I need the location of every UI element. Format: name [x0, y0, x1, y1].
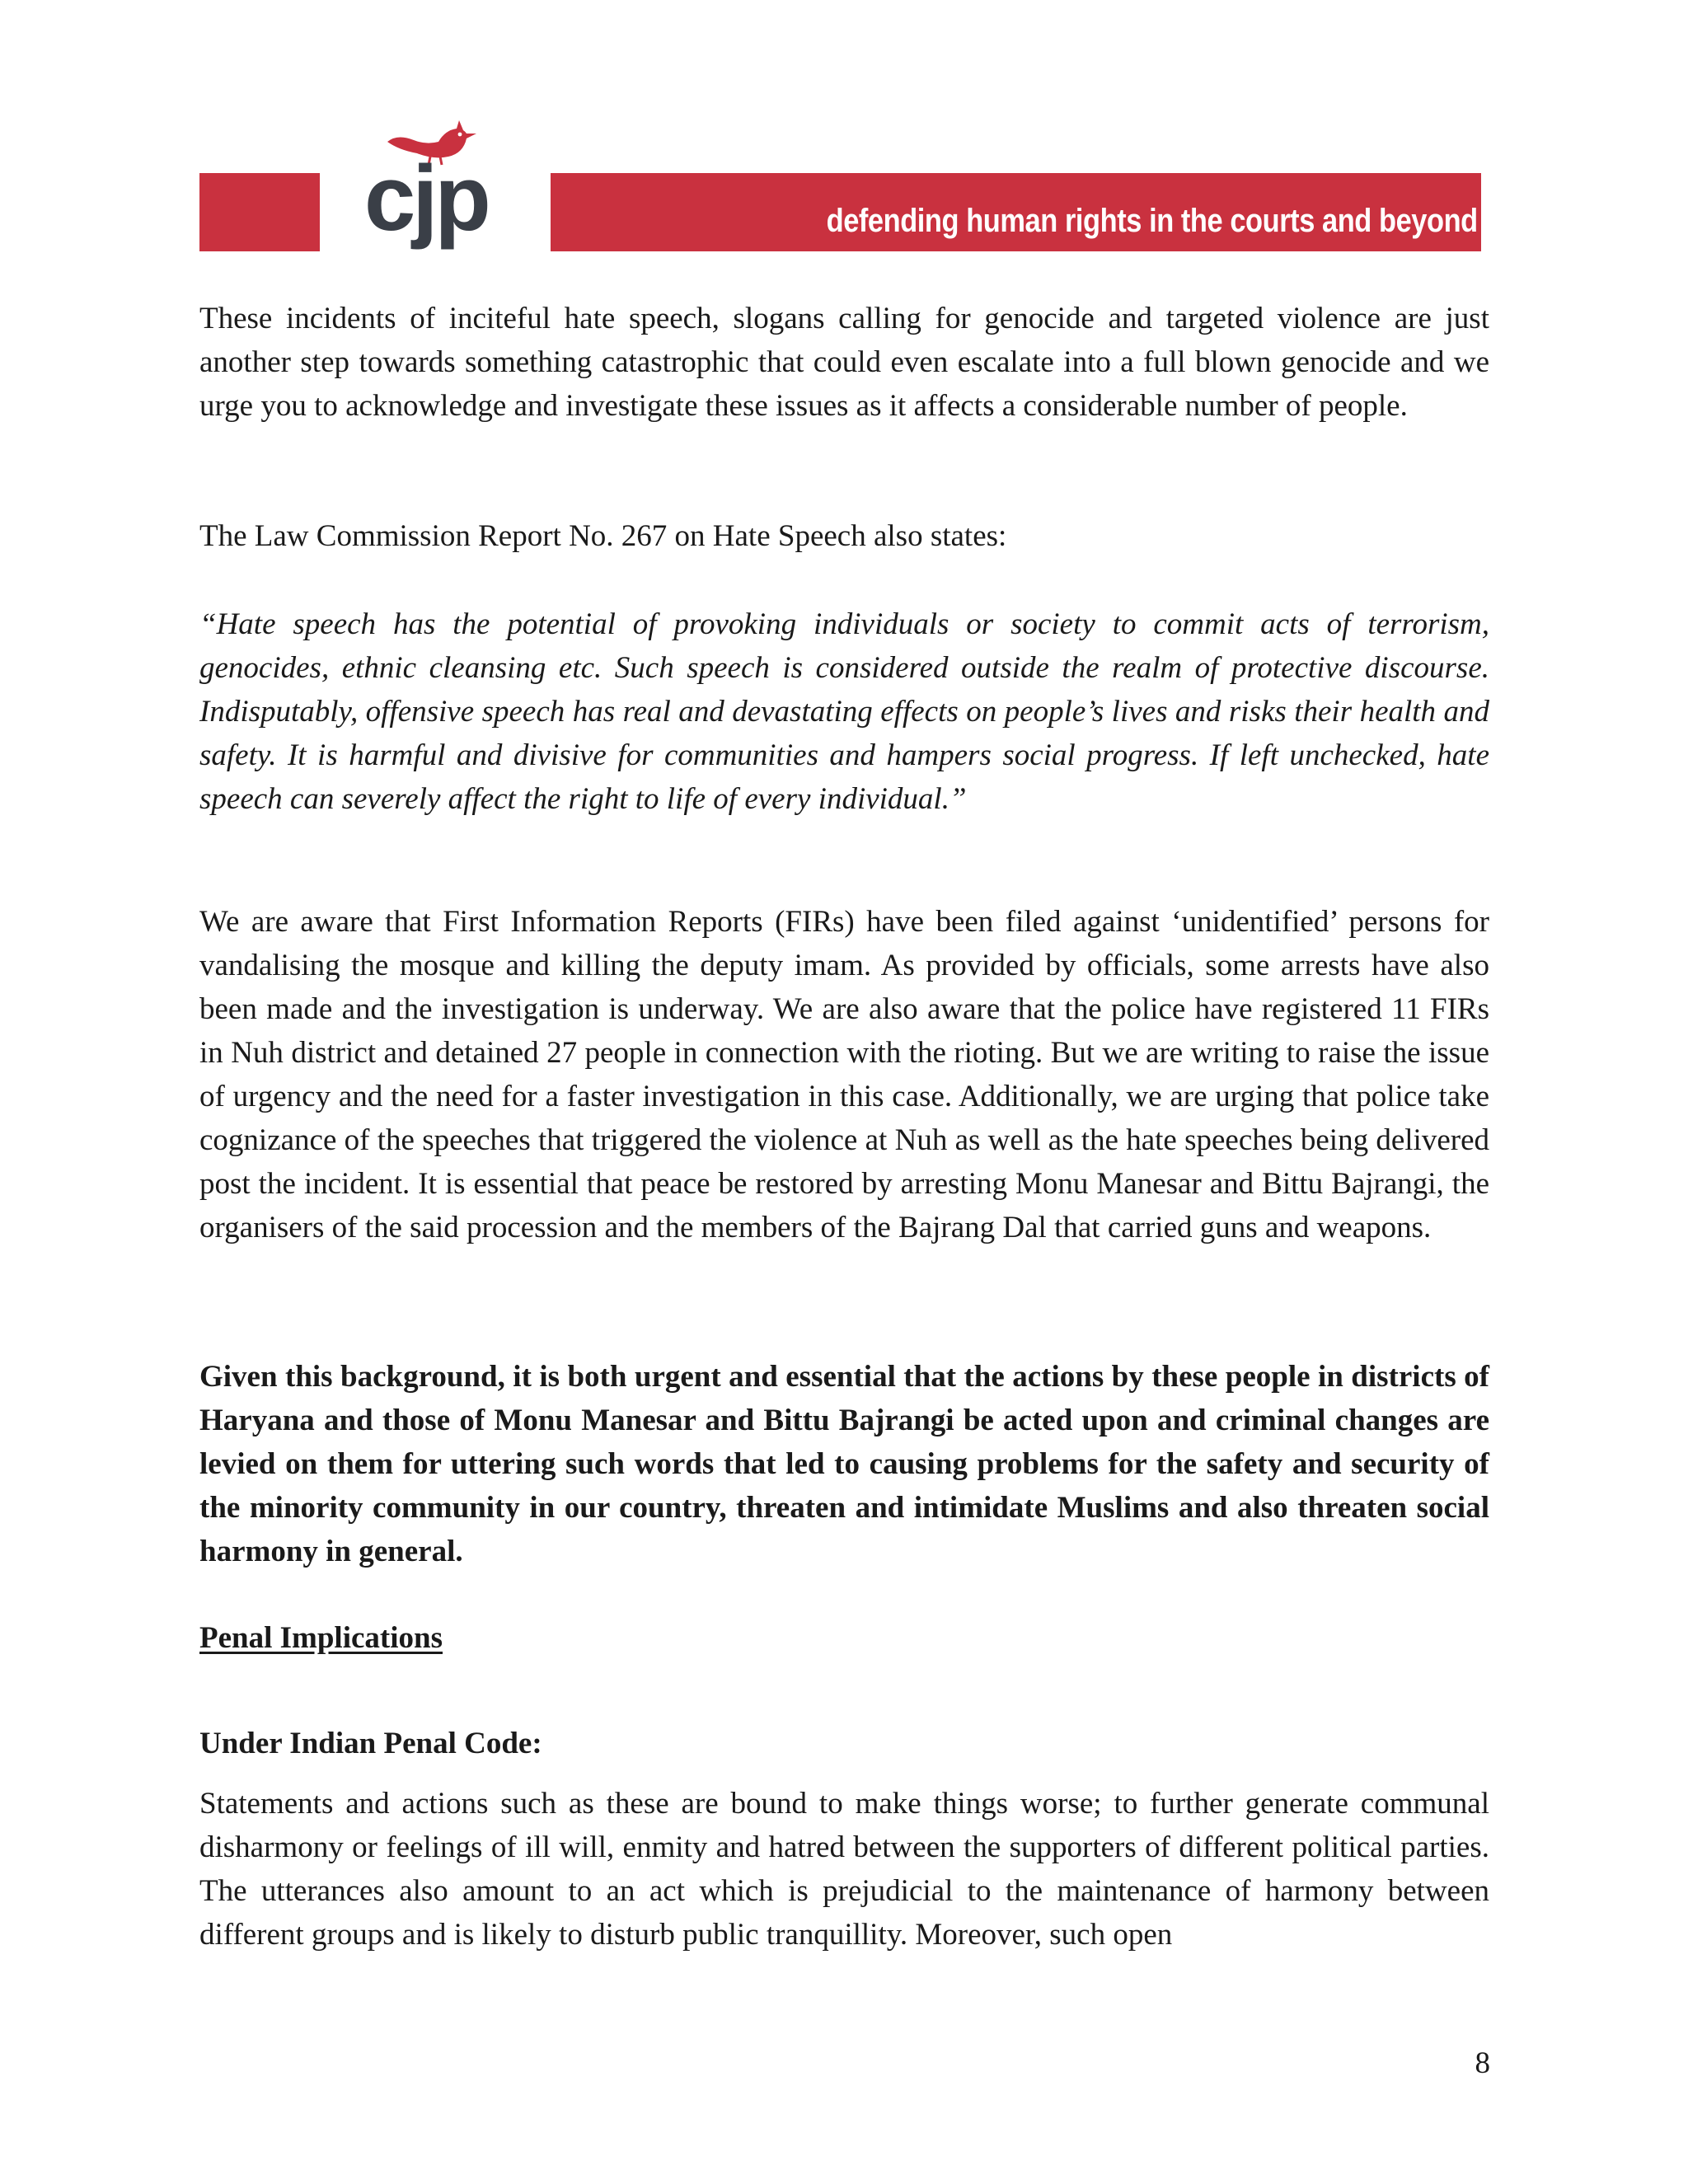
paragraph-statements-actions: Statements and actions such as these are bound to make things worse; to further generate communal disharmony or feelings of ill will, enmity and hatred between the supporters of different political parties. The utterances also amount to an act which is prejudicial to the maintenance of harmony between different groups and is likely to disturb public tranquillity. Moreover, such open: [199, 1787, 1489, 1952]
paragraph-law-commission-intro: The Law Commission Report No. 267 on Hate Speech also states:: [199, 519, 1007, 553]
paragraph-urgent-demand: Given this background, it is both urgent and essential that the actions by these people in districts of Haryana and those of Monu Manesar and Bittu Bajrangi be acted upon and criminal changes are levied on them for uttering such words that led to causing problems for the safety and security of the minority community in our country, threaten and intimidate Muslims and also threaten social harmony in general.: [199, 1360, 1489, 1568]
law-commission-quote: “Hate speech has the potential of provoking individuals or society to commit acts of terrorism, genocides, ethnic cleansing etc. Such speech is considered outside the realm of protective discourse. Indisputably, offensive speech has real and devastating effects on people’s lives and risks their health and safety. It is harmful and divisive for communities and hampers social progress. If left unchecked, hate speech can severely affect the right to life of every individual.”: [199, 607, 1489, 816]
cjp-logo: [364, 120, 529, 255]
tagline: defending human rights in the courts and beyond: [826, 203, 1478, 239]
logo-wordmark: cjp: [364, 147, 488, 250]
banner-bar-left: [199, 173, 320, 251]
paragraph-fir-status: We are aware that First Information Reports (FIRs) have been filed against ‘unidentified’ persons for vandalising the mosque and killing the deputy imam. As provided by officials, some arrests have also been made and the investigation is underway. We are also aware that the police have registered 11 FIRs in Nuh district and detained 27 people in connection with the rioting. But we are writing to raise the issue of urgency and the need for a faster investigation in this case. Additionally, we are urging that police take cognizance of the speeches that triggered the violence at Nuh as well as the hate speeches being delivered post the incident. It is essential that peace be restored by arresting Monu Manesar and Bittu Bajrangi, the organisers of the said procession and the members of the Bajrang Dal that carried guns and weapons.: [199, 905, 1489, 1244]
banner-bar-right: [551, 173, 1481, 251]
heading-penal-implications: Penal Implications: [199, 1621, 443, 1655]
page-number: 8: [1475, 2046, 1490, 2080]
paragraph-hate-speech-escalation: These incidents of inciteful hate speech, slogans calling for genocide and targeted violence are just another step towards something catastrophic that could even escalate into a full blown genocide and we urge you to acknowledge and investigate these issues as it affects a considerable number of people.: [199, 302, 1489, 423]
heading-indian-penal-code: Under Indian Penal Code:: [199, 1727, 542, 1760]
header-banner: [199, 120, 1481, 251]
